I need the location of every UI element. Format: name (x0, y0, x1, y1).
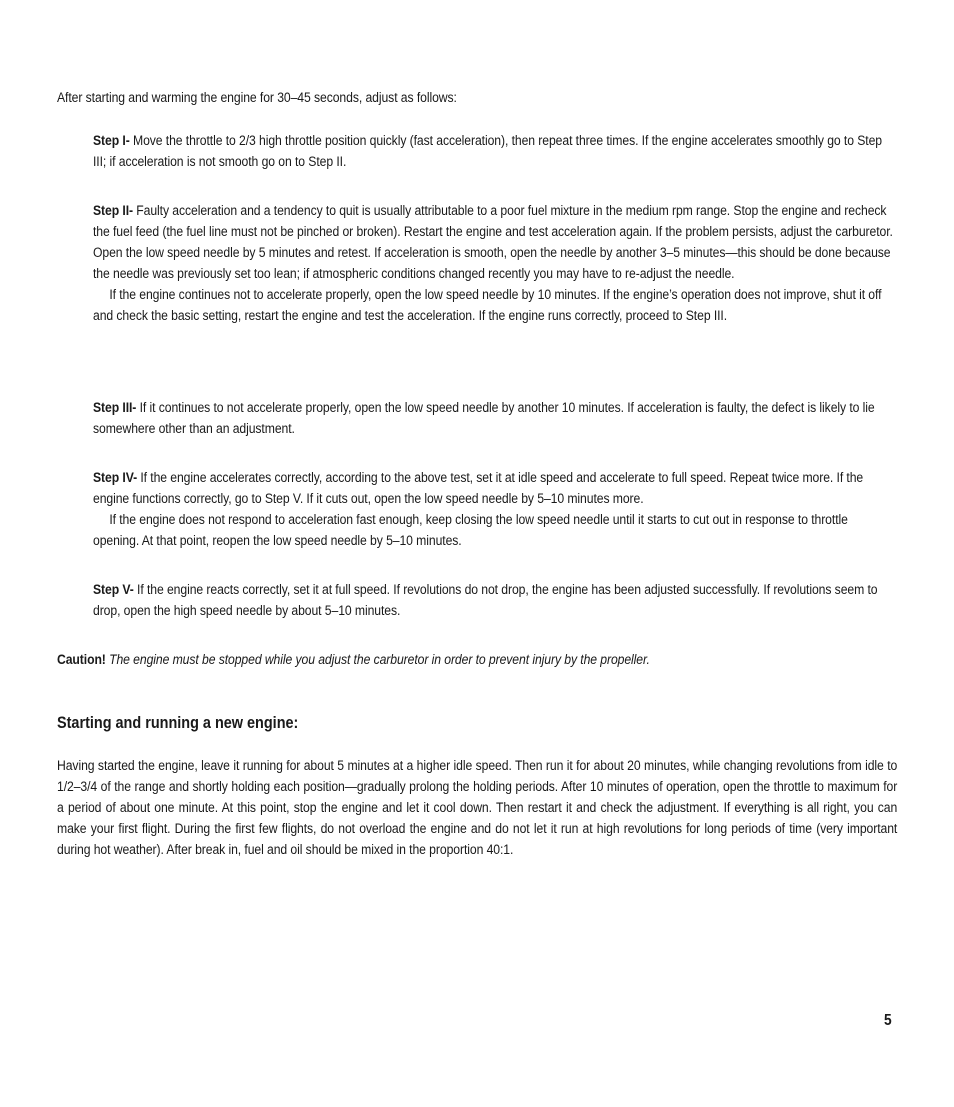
step-2-continuation: If the engine continues not to accelerate properly, open the low speed needle by 10 minutes. If the engine’s operation does not improve, shut it off and check the basic setting, restart the engine and test the acceleration. If the engine runs correctly, proceed to Step III. (93, 287, 882, 324)
page-number: 5 (884, 1012, 892, 1029)
step-4 (93, 468, 897, 552)
caution-text: The engine must be stopped while you adjust the carburetor in order to prevent injury by the propeller. (105, 652, 650, 668)
step-5 (93, 580, 897, 622)
step-2-text: Faulty acceleration and a tendency to quit is usually attributable to a poor fuel mixture in the medium rpm range. Stop the engine and recheck the fuel feed (the fuel line must not be pinched or broken). Restart the engine and test acceleration again. If the problem persists, adjust the carburetor. Open the low speed needle by 5 minutes and retest. If acceleration is smooth, open the needle by another 3–5 minutes—this should be done because the needle was previously set too lean; if atmospheric conditions changed recently you may have to re-adjust the needle. (93, 203, 893, 282)
step-4-text: If the engine accelerates correctly, according to the above test, set it at idle speed and accelerate to full speed. Repeat twice more. If the engine functions correctly, go to Step V. If it cuts out, open the low speed needle by 5–10 minutes more. (93, 470, 864, 507)
section-body: Having started the engine, leave it running for about 5 minutes at a higher idle speed. Then run it for about 20 minutes, while changing revolutions from idle to 1/2–3/4 of the range and shortly holding each position—gradually prolong the holding periods. After 10 minutes of operation, open the throttle to maximum for a period of about one minute. At this point, stop the engine and let it cool down. Then restart it and check the adjustment. If everything is all right, you can make your first flight. During the first few flights, do not overload the engine and do not let it run at high revolutions for long periods of time (very important during hot weather). After break in, fuel and oil should be mixed in the proportion 40:1. (57, 758, 898, 858)
step-1-paragraph (93, 131, 897, 173)
step-5-label: Step V- (93, 582, 134, 598)
step-4-paragraph (93, 468, 897, 510)
caution-label: Caution! (57, 652, 106, 668)
caution-note (57, 650, 896, 671)
step-3-paragraph (93, 398, 897, 440)
step-3 (93, 398, 897, 440)
step-1-text: Move the throttle to 2/3 high throttle position quickly (fast acceleration), then repeat three times. If the engine accelerates smoothly go to Step III; if acceleration is not smooth go on to Step II. (93, 133, 882, 170)
step-5-paragraph (93, 580, 897, 622)
step-2-label: Step II- (93, 203, 133, 219)
step-2-paragraph (93, 201, 897, 285)
intro-text: After starting and warming the engine for 30–45 seconds, adjust as follows: (57, 90, 457, 106)
step-1-label: Step I- (93, 133, 130, 149)
step-3-text: If it continues to not accelerate properly, open the low speed needle by another 10 minutes. If acceleration is faulty, the defect is likely to lie somewhere other than an adjustment. (93, 400, 875, 437)
step-3-label: Step III- (93, 400, 137, 416)
step-5-text: If the engine reacts correctly, set it at full speed. If revolutions do not drop, the engine has been adjusted successfully. If revolutions seem to drop, open the high speed needle by about 5–10 minutes. (93, 582, 878, 619)
step-4-continuation: If the engine does not respond to acceleration fast enough, keep closing the low speed needle until it starts to cut out in response to throttle opening. At that point, reopen the low speed needle by 5–10 minutes. (93, 512, 848, 549)
step-4-label: Step IV- (93, 470, 138, 486)
section-heading: Starting and running a new engine: (57, 713, 299, 732)
step-2 (93, 201, 897, 327)
step-1 (93, 131, 897, 173)
